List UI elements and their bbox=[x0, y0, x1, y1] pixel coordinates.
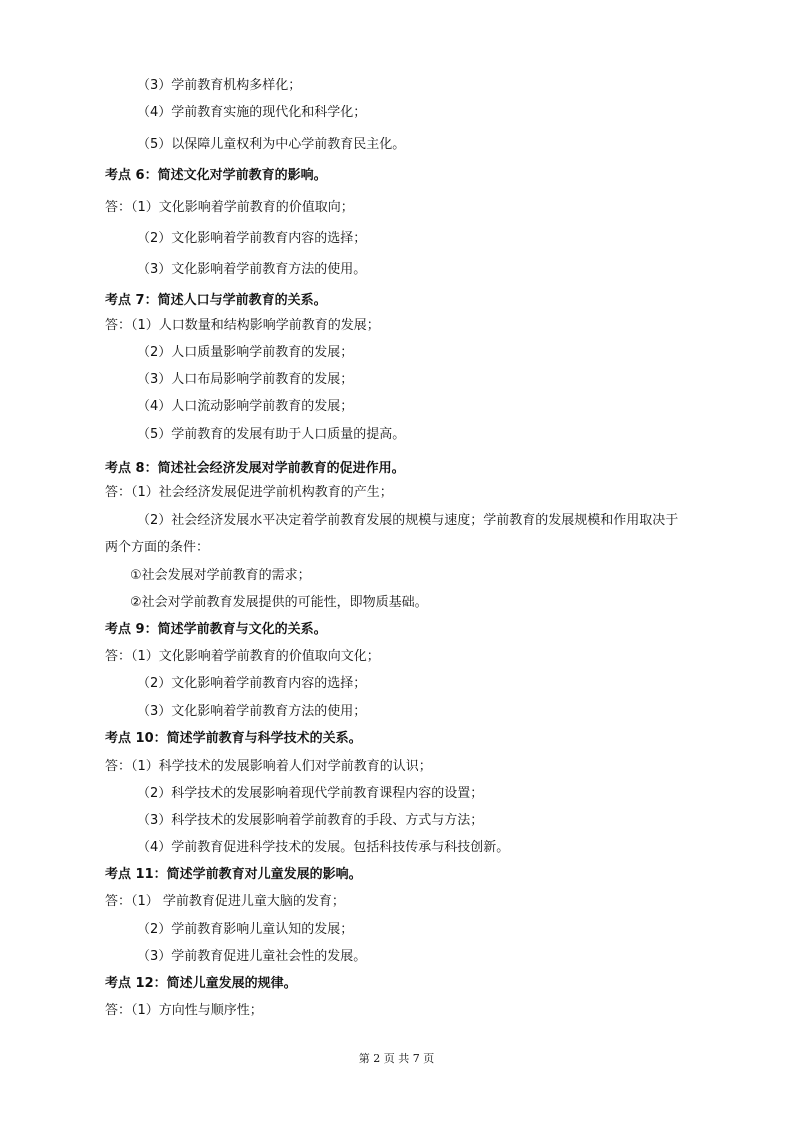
text-line: （3）学前教育促进儿童社会性的发展。 bbox=[137, 949, 367, 964]
text-line: 答：（1）科学技术的发展影响着人们对学前教育的认识； bbox=[105, 759, 432, 774]
section-heading: 考点 11：简述学前教育对儿童发展的影响。 bbox=[105, 867, 362, 882]
section-heading: 考点 8：简述社会经济发展对学前教育的促进作用。 bbox=[105, 461, 405, 476]
text-line: （3）文化影响着学前教育方法的使用。 bbox=[137, 262, 367, 277]
text-line: 答：（1）人口数量和结构影响学前教育的发展； bbox=[105, 318, 380, 333]
text-line: （5）以保障儿童权利为中心学前教育民主化。 bbox=[137, 137, 406, 152]
text-line: 答：（1）文化影响着学前教育的价值取向文化； bbox=[105, 649, 380, 664]
section-heading: 考点 7：简述人口与学前教育的关系。 bbox=[105, 293, 327, 308]
text-line: ②社会对学前教育发展提供的可能性，即物质基础。 bbox=[130, 595, 428, 610]
text-line: ①社会发展对学前教育的需求； bbox=[130, 568, 311, 583]
text-line: （2）学前教育影响儿童认知的发展； bbox=[137, 922, 354, 937]
text-line: （5）学前教育的发展有助于人口质量的提高。 bbox=[137, 427, 406, 442]
text-line: （3）学前教育机构多样化； bbox=[137, 78, 302, 93]
section-heading: 考点 12：简述儿童发展的规律。 bbox=[105, 976, 297, 991]
text-line: （2）人口质量影响学前教育的发展； bbox=[137, 345, 354, 360]
section-heading: 考点 9：简述学前教育与文化的关系。 bbox=[105, 622, 327, 637]
page-footer: 第 2 页 共 7 页 bbox=[358, 1052, 435, 1065]
text-line: 两个方面的条件： bbox=[105, 540, 210, 555]
text-line: （3）科学技术的发展影响着学前教育的手段、方式与方法； bbox=[137, 813, 484, 828]
text-line: （4）学前教育促进科学技术的发展。包括科技传承与科技创新。 bbox=[137, 840, 510, 855]
text-line: 答：（1） 学前教育促进儿童大脑的发育； bbox=[105, 894, 345, 909]
text-line: （4）人口流动影响学前教育的发展； bbox=[137, 399, 354, 414]
section-heading: 考点 10：简述学前教育与科学技术的关系。 bbox=[105, 731, 362, 746]
text-line: 答：（1）方向性与顺序性； bbox=[105, 1003, 263, 1018]
text-line: 答：（1）文化影响着学前教育的价值取向； bbox=[105, 200, 354, 215]
text-line: （4）学前教育实施的现代化和科学化； bbox=[137, 105, 367, 120]
text-line: （2）社会经济发展水平决定着学前教育发展的规模与速度；学前教育的发展规模和作用取决于 bbox=[137, 513, 679, 528]
text-line: （2）文化影响着学前教育内容的选择； bbox=[137, 231, 367, 246]
text-line: （3）文化影响着学前教育方法的使用； bbox=[137, 704, 367, 719]
text-line: （2）科学技术的发展影响着现代学前教育课程内容的设置； bbox=[137, 786, 484, 801]
text-line: （2）文化影响着学前教育内容的选择； bbox=[137, 676, 367, 691]
text-line: （3）人口布局影响学前教育的发展； bbox=[137, 372, 354, 387]
text-line: 答：（1）社会经济发展促进学前机构教育的产生； bbox=[105, 485, 393, 500]
section-heading: 考点 6：简述文化对学前教育的影响。 bbox=[105, 168, 327, 183]
